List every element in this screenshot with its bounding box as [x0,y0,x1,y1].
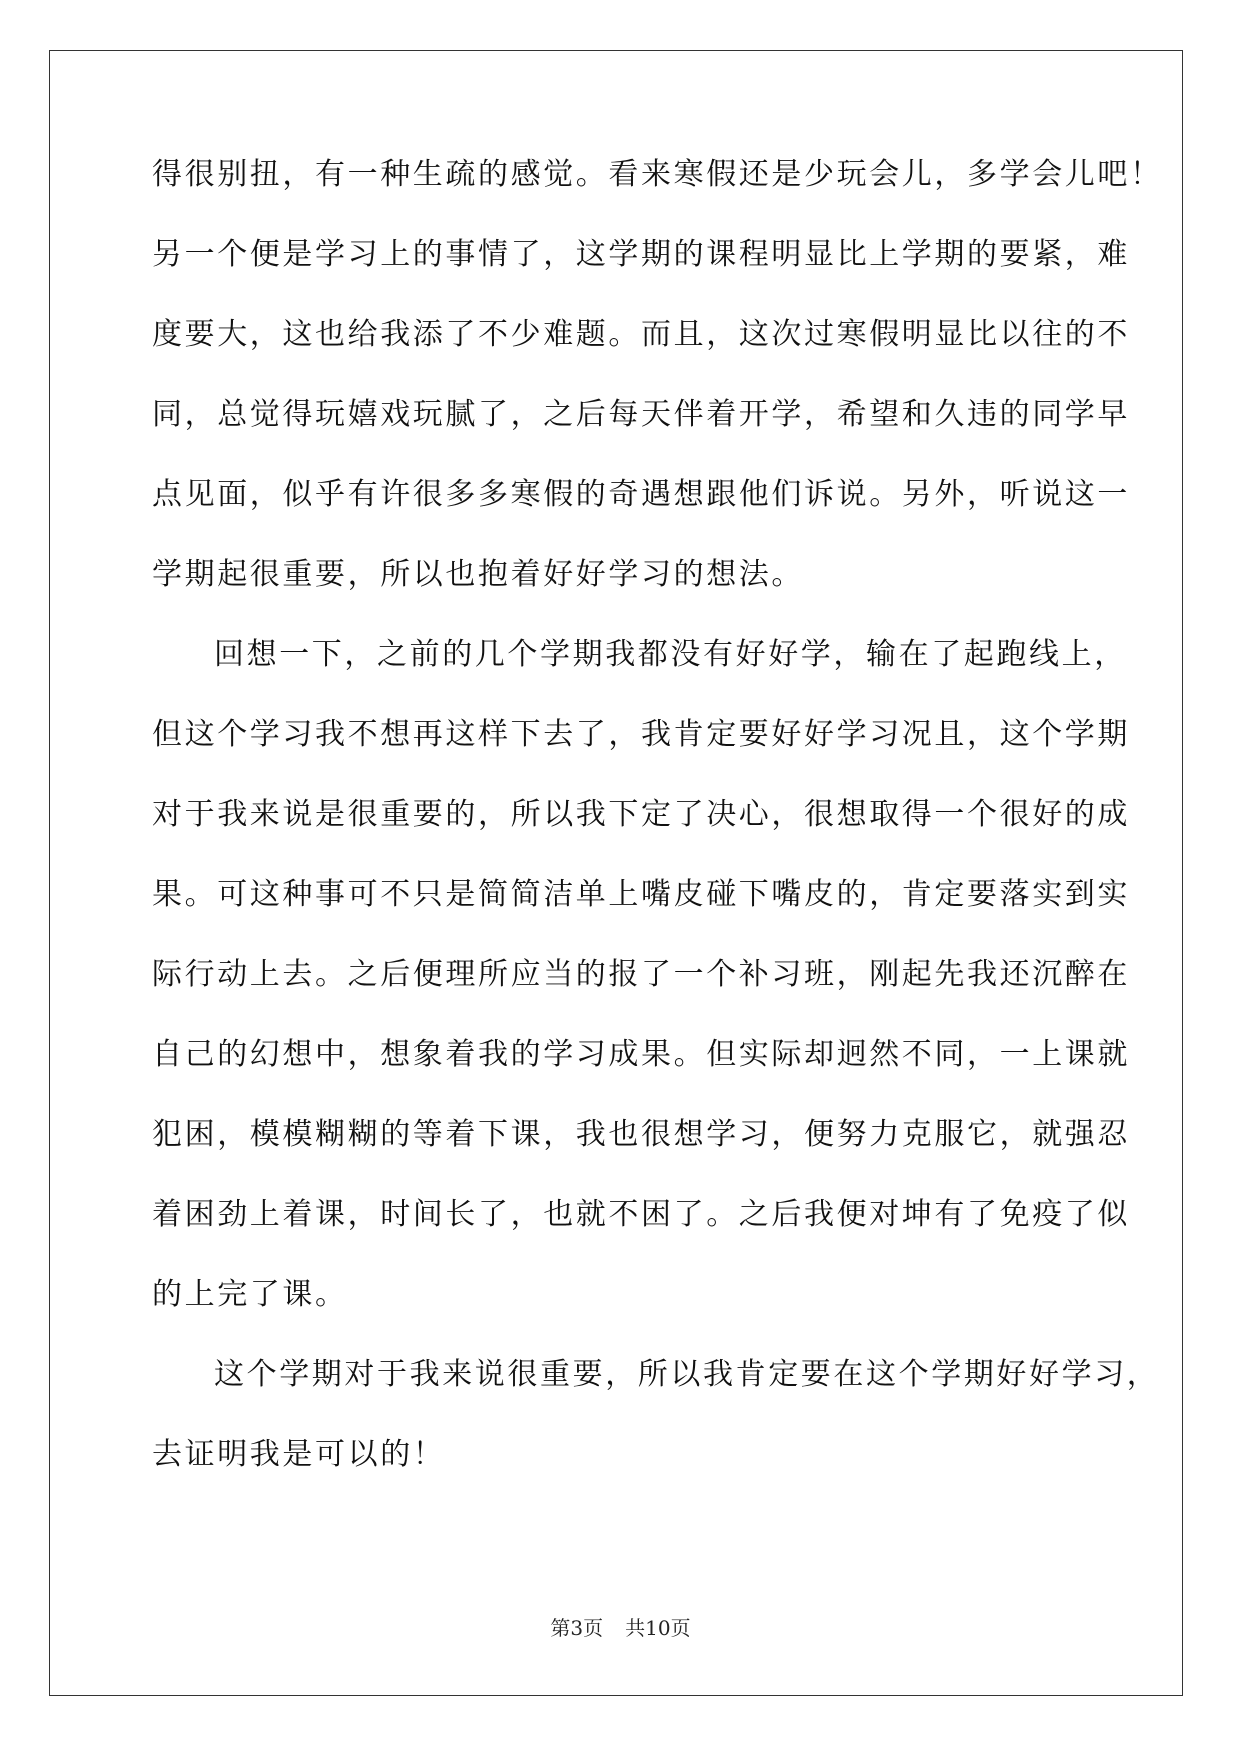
text-line: 学期起很重要，所以也抱着好好学习的想法。 [152,557,804,592]
text-line: 得很别扭，有一种生疏的感觉。看来寒假还是少玩会儿，多学会儿吧！ [152,157,1163,192]
text-line: 去证明我是可以的！ [152,1437,446,1472]
text-line: 果。可这种事可不只是简简洁单上嘴皮碰下嘴皮的，肯定要落实到实 [152,877,1130,912]
text-line: 犯困，模模糊糊的等着下课，我也很想学习，便努力克服它，就强忍 [152,1117,1130,1152]
text-line: 着困劲上着课，时间长了，也就不困了。之后我便对坤有了免疫了似 [152,1197,1130,1232]
text-line: 同，总觉得玩嬉戏玩腻了，之后每天伴着开学，希望和久违的同学早 [152,397,1130,432]
text-line: 自己的幻想中，想象着我的学习成果。但实际却迥然不同，一上课就 [152,1037,1130,1072]
text-line: 际行动上去。之后便理所应当的报了一个补习班，刚起先我还沉醉在 [152,957,1130,992]
text-line: 但这个学习我不想再这样下去了，我肯定要好好学习况且，这个学期 [152,717,1130,752]
text-line: 对于我来说是很重要的，所以我下定了决心，很想取得一个很好的成 [152,797,1130,832]
text-line: 度要大，这也给我添了不少难题。而且，这次过寒假明显比以往的不 [152,317,1130,352]
paragraph-start-line: 回想一下，之前的几个学期我都没有好好学，输在了起跑线上， [214,637,1127,672]
text-line: 的上完了课。 [152,1277,348,1312]
text-line: 点见面，似乎有许很多多寒假的奇遇想跟他们诉说。另外，听说这一 [152,477,1130,512]
page-footer [0,1617,1241,1639]
page-number: 第3页 [550,1616,604,1640]
text-line: 另一个便是学习上的事情了，这学期的课程明显比上学期的要紧，难 [152,237,1130,272]
page-total: 共10页 [625,1616,691,1640]
document-body [152,157,1163,1520]
paragraph-start-line: 这个学期对于我来说很重要，所以我肯定要在这个学期好好学习， [214,1357,1160,1392]
